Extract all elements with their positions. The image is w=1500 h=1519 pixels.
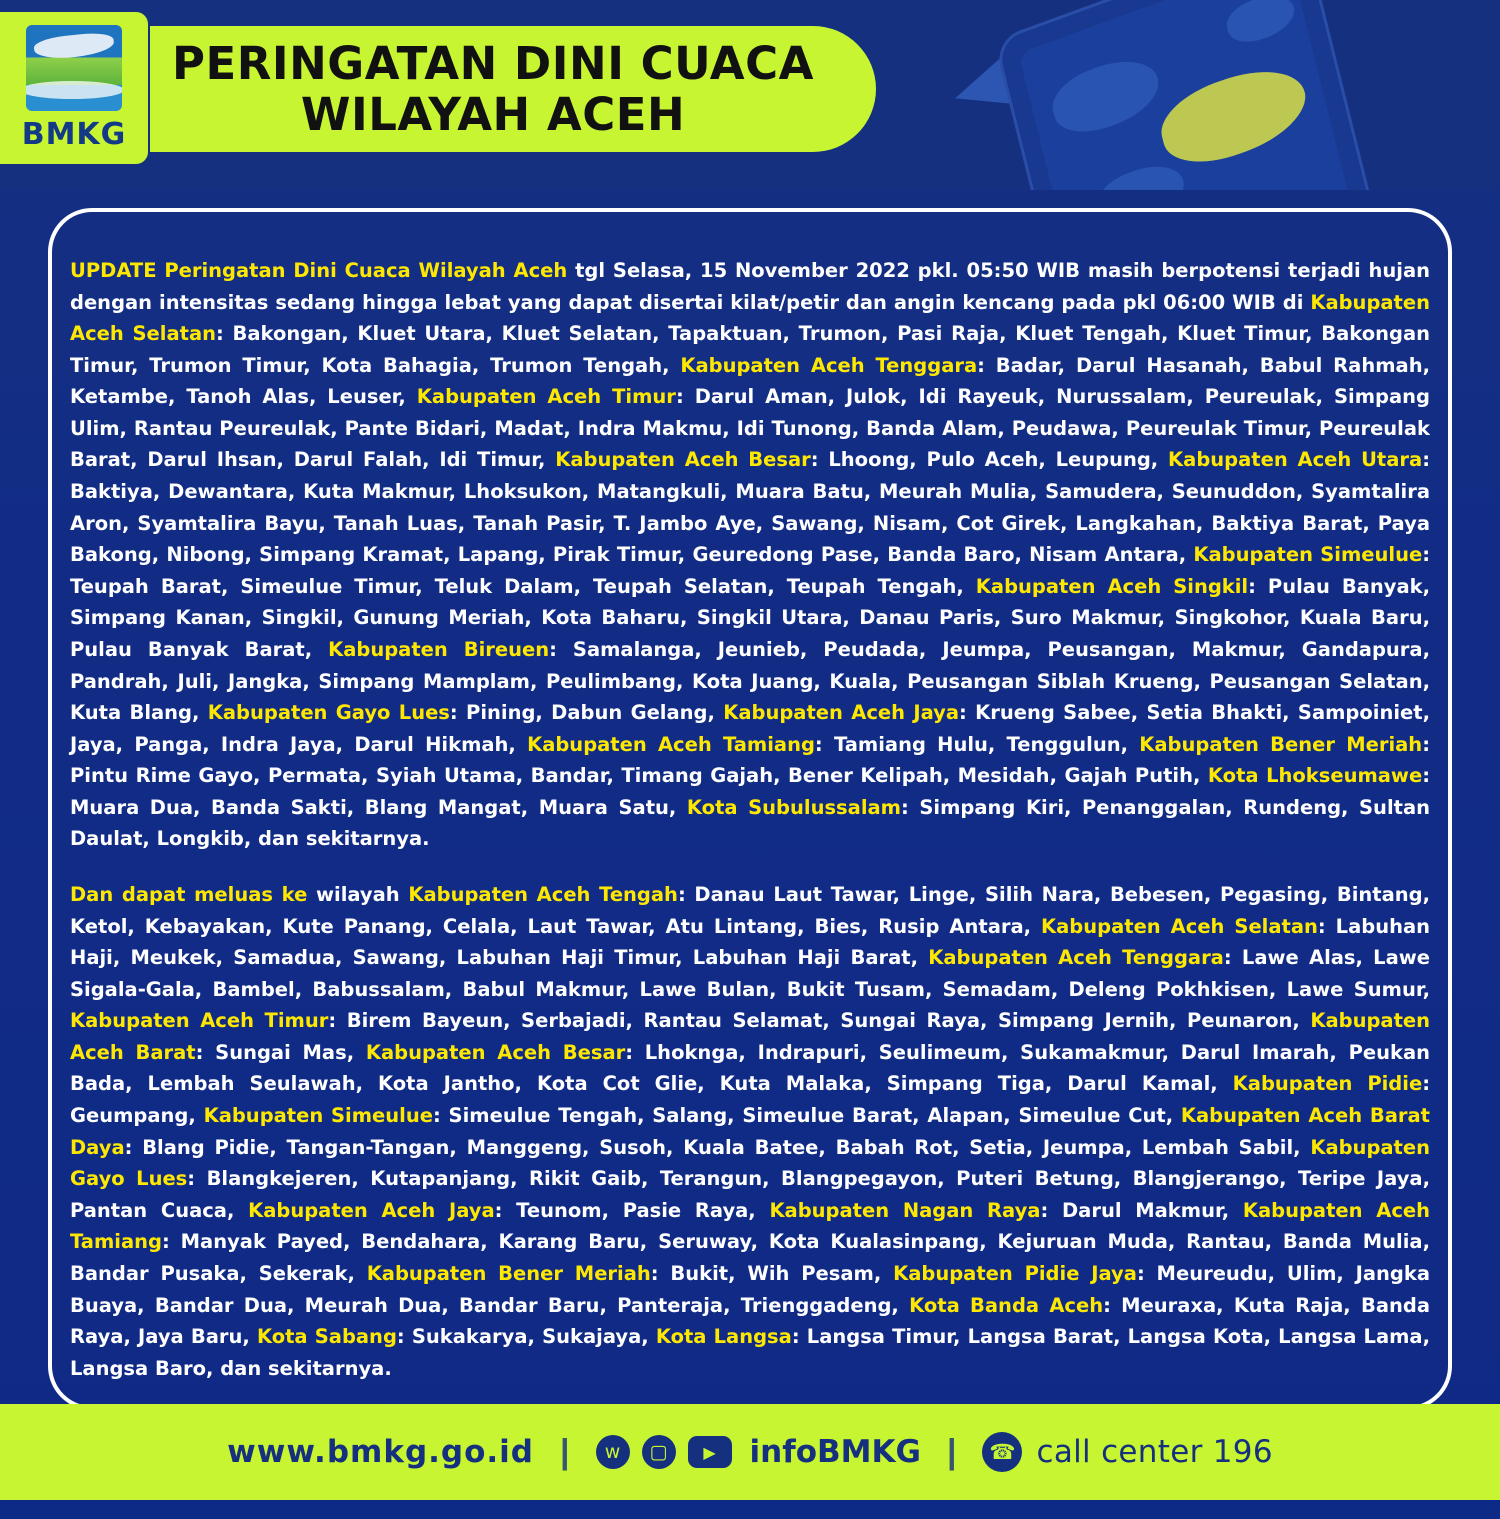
- body-text-run: : Simeulue Tengah, Salang, Simeulue Barat, Alapan, Simeulue Cut,: [432, 1104, 1181, 1128]
- body-text-run: : Meureudu, Ulim, Jangka Buaya, Bandar Dua, Meurah Dua, Bandar Baru, Panteraja, Trienggadeng,: [70, 1261, 1431, 1317]
- highlighted-region-name: Kabupaten Bireuen: [328, 637, 550, 661]
- body-text-run: : Manyak Payed, Bendahara, Karang Baru, Seruway, Kota Kualasinpang, Kejuruan Muda, Rantau, Banda Mulia, Bandar Pusaka, Sekerak,: [70, 1230, 1430, 1285]
- highlighted-region-name: Kabupaten Aceh Timur: [416, 385, 676, 409]
- highlighted-region-name: Kota Subulussalam: [686, 795, 901, 819]
- highlighted-region-name: Kabupaten Aceh Barat: [70, 1009, 1431, 1064]
- highlighted-region-name: Kabupaten Nagan Raya: [769, 1198, 1041, 1222]
- highlighted-region-name: Dan dapat meluas ke: [70, 882, 308, 906]
- highlighted-region-name: Kabupaten Bener Meriah: [366, 1261, 651, 1285]
- footer-separator-right: |: [946, 1432, 957, 1471]
- twitter-icon[interactable]: w: [596, 1435, 630, 1469]
- body-text-run: : Pulau Banyak, Simpang Kanan, Singkil, Gunung Meriah, Kota Baharu, Singkil Utara, Danau Paris, Suro Makmur, Singkohor, Kuala Baru, Pulau Banyak Barat,: [70, 574, 1430, 661]
- body-text-run: : Langsa Timur, Langsa Barat, Langsa Kota, Langsa Lama, Langsa Baro, dan sekitarnya.: [70, 1325, 1430, 1380]
- body-text-run: : Darul Makmur,: [1040, 1198, 1243, 1222]
- bmkg-logo-label: BMKG: [21, 116, 127, 152]
- call-center: [982, 1432, 1272, 1472]
- body-text-run: : Darul Aman, Julok, Idi Rayeuk, Nurussalam, Peureulak, Simpang Ulim, Rantau Peureulak, Pante Bidari, Madat, Indra Makmu, Idi Tunong, Banda Alam, Peudawa, Peureulak Timur, Peureulak Barat, Darul Ihsan, Darul Falah, Idi Timur,: [70, 385, 1431, 472]
- highlighted-region-name: Kabupaten Aceh Jaya: [723, 701, 960, 725]
- body-text-run: : Sungai Mas,: [195, 1040, 366, 1064]
- highlighted-region-name: Kabupaten Aceh Timur: [70, 1009, 329, 1033]
- social-handle: infoBMKG: [749, 1434, 921, 1470]
- highlighted-region-name: UPDATE Peringatan Dini Cuaca Wilayah Aceh: [70, 259, 568, 282]
- body-text-run: : Baktiya, Dewantara, Kuta Makmur, Lhoksukon, Matangkuli, Muara Batu, Meurah Mulia, Samudera, Seunuddon, Syamtalira Aron, Syamtalira Bayu, Tanah Luas, Tanah Pasir, T. Jambo Aye, Sawang, Nisam, Cot Girek, Langkahan, Baktiya Barat, Paya Bakong, Nibong, Simpang Kramat, Lapang, Pirak Timur, Geuredong Pase, Banda Baro, Nisam Antara,: [70, 448, 1431, 567]
- body-text-run: : Sukakarya, Sukajaya,: [396, 1325, 656, 1349]
- body-text-run: : Badar, Darul Hasanah, Babul Rahmah, Ketambe, Tanoh Alas, Leuser,: [70, 353, 1430, 409]
- highlighted-region-name: Kabupaten Simeulue: [1193, 543, 1423, 567]
- warning-body: [70, 255, 1430, 1519]
- body-text-run: : Teunom, Pasie Raya,: [494, 1198, 770, 1222]
- highlighted-region-name: Kota Banda Aceh: [909, 1293, 1104, 1317]
- highlighted-region-name: Kabupaten Bener Meriah: [1139, 732, 1423, 756]
- highlighted-region-name: Kabupaten Aceh Tenggara: [680, 353, 978, 377]
- highlighted-region-name: Kabupaten Aceh Jaya: [248, 1198, 495, 1222]
- body-text-run: : Samalanga, Jeunieb, Peudada, Jeumpa, Peusangan, Makmur, Gandapura, Pandrah, Juli, Jangka, Simpang Mamplam, Peulimbang, Kota Juang, Kuala, Peusangan Siblah Krueng, Peusangan Selatan, Kuta Blang,: [70, 637, 1430, 725]
- body-text-run: : Teupah Barat, Simeulue Timur, Teluk Dalam, Teupah Selatan, Teupah Tengah,: [70, 543, 1430, 598]
- bmkg-logo: [0, 12, 148, 164]
- highlighted-region-name: Kabupaten Aceh Singkil: [975, 574, 1249, 598]
- highlighted-region-name: Kabupaten Simeulue: [203, 1104, 433, 1128]
- body-text-run: : Bukit, Wih Pesam,: [650, 1261, 894, 1285]
- body-text-run: wilayah: [307, 882, 409, 906]
- paragraph-expansion-warning: [70, 879, 1430, 1384]
- body-text-run: : Krueng Sabee, Setia Bhakti, Sampoiniet, Jaya, Panga, Indra Jaya, Darul Hikmah,: [70, 701, 1430, 756]
- paragraph-current-warning: [70, 255, 1430, 855]
- highlighted-region-name: Kabupaten Gayo Lues: [207, 701, 450, 725]
- body-text-run: : Blangkejeren, Kutapanjang, Rikit Gaib, Terangun, Blangpegayon, Puteri Betung, Blangjerango, Teripe Jaya, Pantan Cuaca,: [70, 1167, 1430, 1222]
- poster-header: [0, 0, 1500, 190]
- highlighted-region-name: Kabupaten Aceh Selatan: [1041, 914, 1318, 938]
- body-text-run: : Muara Dua, Banda Sakti, Blang Mangat, Muara Satu,: [70, 764, 1430, 819]
- poster-footer: [0, 1404, 1500, 1500]
- youtube-icon[interactable]: ▶: [688, 1436, 732, 1468]
- body-text-run: : Pintu Rime Gayo, Permata, Syiah Utama, Bandar, Timang Gajah, Bener Kelipah, Mesidah, Gajah Putih,: [70, 732, 1430, 788]
- page-title-line-2: WILAYAH ACEH: [300, 88, 686, 141]
- highlighted-region-name: Kabupaten Aceh Besar: [365, 1040, 626, 1064]
- call-center-label: call center 196: [1036, 1434, 1273, 1470]
- highlighted-region-name: Kota Sabang: [256, 1325, 397, 1349]
- highlighted-region-name: Kabupaten Gayo Lues: [70, 1135, 1430, 1191]
- bmkg-logo-icon: [26, 25, 122, 111]
- body-text-run: : Simpang Kiri, Penanggalan, Rundeng, Sultan Daulat, Longkib, dan sekitarnya.: [70, 795, 1430, 851]
- highlighted-region-name: Kabupaten Aceh Tenggara: [928, 946, 1224, 970]
- body-text-run: : Danau Laut Tawar, Linge, Silih Nara, Bebesen, Pegasing, Bintang, Ketol, Kebayakan, Kute Panang, Celala, Laut Tawar, Atu Lintang, Bies, Rusip Antara,: [70, 882, 1431, 938]
- decorative-phone-illustration: [993, 0, 1376, 190]
- body-text-run: tgl Selasa, 15 November 2022 pkl. 05:50 WIB masih berpotensi terjadi hujan dengan intensitas sedang hingga lebat yang dapat disertai kilat/petir dan angin kencang pada pkl 06:00 WIB di: [70, 259, 1431, 314]
- body-text-run: : Lawe Alas, Lawe Sigala-Gala, Bambel, Babussalam, Babul Makmur, Lawe Bulan, Bukit Tusam, Semadam, Deleng Pokhkisen, Lawe Sumur,: [70, 946, 1430, 1001]
- highlighted-region-name: Kabupaten Aceh Utara: [1168, 448, 1423, 472]
- social-links: [596, 1434, 921, 1470]
- body-text-run: : Birem Bayeun, Serbajadi, Rantau Selamat, Sungai Raya, Simpang Jernih, Peunaron,: [328, 1009, 1311, 1033]
- highlighted-region-name: Kabupaten Aceh Besar: [555, 448, 811, 472]
- highlighted-region-name: Kabupaten Pidie Jaya: [893, 1261, 1137, 1285]
- highlighted-region-name: Kabupaten Aceh Barat Daya: [70, 1104, 1430, 1159]
- highlighted-region-name: Kota Lhokseumawe: [1207, 764, 1423, 788]
- website-link[interactable]: www.bmkg.go.id: [227, 1434, 534, 1470]
- highlighted-region-name: Kabupaten Pidie: [1232, 1072, 1423, 1096]
- body-text-run: : Geumpang,: [70, 1072, 1430, 1128]
- body-text-run: : Blang Pidie, Tangan-Tangan, Manggeng, Susoh, Kuala Batee, Babah Rot, Setia, Jeumpa, Lembah Sabil,: [124, 1135, 1311, 1159]
- body-text-run: : Lhoknga, Indrapuri, Seulimeum, Sukamakmur, Darul Imarah, Peukan Bada, Lembah Seulawah, Kota Jantho, Kota Cot Glie, Kuta Malaka, Simpang Tiga, Darul Kamal,: [70, 1040, 1430, 1096]
- page-title-line-1: PERINGATAN DINI CUACA: [172, 36, 814, 90]
- phone-icon: ☎: [982, 1432, 1022, 1472]
- highlighted-region-name: Kabupaten Aceh Tamiang: [70, 1198, 1430, 1254]
- highlighted-region-name: Kabupaten Aceh Tamiang: [527, 732, 815, 756]
- highlighted-region-name: Kabupaten Aceh Tengah: [408, 882, 678, 906]
- footer-separator-left: |: [560, 1432, 570, 1471]
- highlighted-region-name: Kota Langsa: [655, 1325, 792, 1349]
- page-title: [150, 26, 876, 152]
- body-text-run: : Meuraxa, Kuta Raja, Banda Raya, Jaya Baru,: [70, 1293, 1430, 1349]
- instagram-icon[interactable]: ▢: [642, 1435, 676, 1469]
- body-text-run: : Tamiang Hulu, Tenggulun,: [814, 732, 1140, 756]
- body-text-run: : Bakongan, Kluet Utara, Kluet Selatan, Tapaktuan, Trumon, Pasi Raja, Kluet Tengah, Kluet Timur, Bakongan Timur, Trumon Timur, Kota Bahagia, Trumon Tengah,: [70, 322, 1430, 377]
- highlighted-region-name: Kabupaten Aceh Selatan: [70, 290, 1430, 346]
- body-text-run: : Lhoong, Pulo Aceh, Leupung,: [810, 448, 1169, 472]
- body-text-run: : Labuhan Haji, Meukek, Samadua, Sawang, Labuhan Haji Timur, Labuhan Haji Barat,: [70, 914, 1431, 970]
- body-text-run: : Pining, Dabun Gelang,: [449, 701, 724, 725]
